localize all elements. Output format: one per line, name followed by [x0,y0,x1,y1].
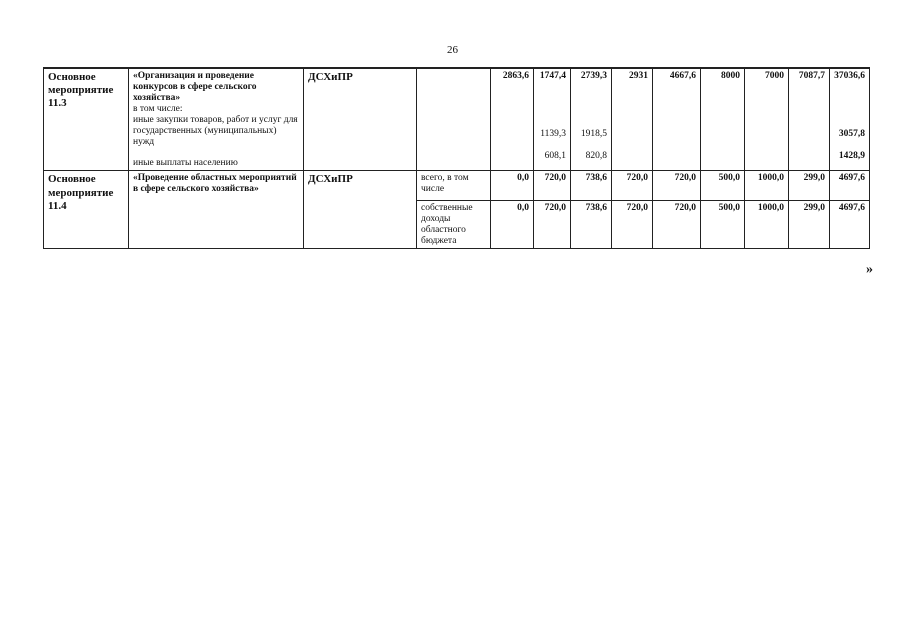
value-sub2: 608,1 [544,150,566,161]
table-row [44,68,870,171]
value-cell [571,68,612,171]
value-cell: 738,6 [571,171,612,201]
value-cell: 720,0 [653,171,701,201]
value-total: 37036,6 [834,71,865,81]
value-cell: 4697,6 [830,201,870,249]
value-sub2: 820,8 [585,150,607,161]
value-total: 1747,4 [539,71,566,81]
value-cell: 1000,0 [745,171,789,201]
value-cell [491,68,534,171]
value-cell: 7087,7 [789,68,830,171]
page-number: 26 [447,44,458,56]
value-total: 2863,6 [502,71,529,81]
value-cell: 0,0 [491,201,534,249]
value-cell: 720,0 [534,201,571,249]
activity-title: «Проведение областных мероприятий в сфере сельского хозяйства» [133,173,297,195]
value-cell: 4667,6 [653,68,701,171]
source-cell [417,68,491,171]
value-cell: 7000 [745,68,789,171]
value-cell: 720,0 [653,201,701,249]
value-total: 2739,3 [580,71,607,81]
executor-cell: ДСХиПР [304,171,417,249]
value-cell: 500,0 [701,201,745,249]
activity-name: Основное мероприятие 11.4 [48,173,114,212]
sub2-label: иные выплаты населению [133,158,238,169]
value-cell: 4697,6 [830,171,870,201]
title-cell [129,68,304,171]
value-sub1: 1918,5 [580,128,607,139]
sub1-label: иные закупки товаров, работ и услуг для государственных (муниципальных) нужд [133,114,298,147]
value-cell: 2931 [612,68,653,171]
source-cell: собственные доходы областного бюджета [417,201,491,249]
value-cell: 720,0 [612,171,653,201]
closing-quote: » [866,262,873,277]
value-sub1: 3057,8 [838,128,865,139]
title-cell [129,171,304,249]
value-cell: 0,0 [491,171,534,201]
value-sub1: 1139,3 [540,128,566,139]
value-cell: 8000 [701,68,745,171]
value-cell: 720,0 [534,171,571,201]
value-cell [534,68,571,171]
value-cell: 500,0 [701,171,745,201]
value-cell [830,68,870,171]
executor-cell: ДСХиПР [304,68,417,171]
sub-intro: в том числе: [133,103,183,114]
value-cell: 299,0 [789,171,830,201]
value-sub2: 1428,9 [838,150,865,161]
value-cell: 299,0 [789,201,830,249]
source-cell: всего, в том числе [417,171,491,201]
table-row [44,171,870,201]
budget-table [43,67,870,249]
value-cell: 720,0 [612,201,653,249]
activity-cell [44,68,129,171]
value-cell: 738,6 [571,201,612,249]
activity-title: «Организация и проведение конкурсов в сфере сельского хозяйства» [133,71,257,103]
activity-cell [44,171,129,249]
activity-name: Основное мероприятие 11.3 [48,71,114,110]
value-cell: 1000,0 [745,201,789,249]
